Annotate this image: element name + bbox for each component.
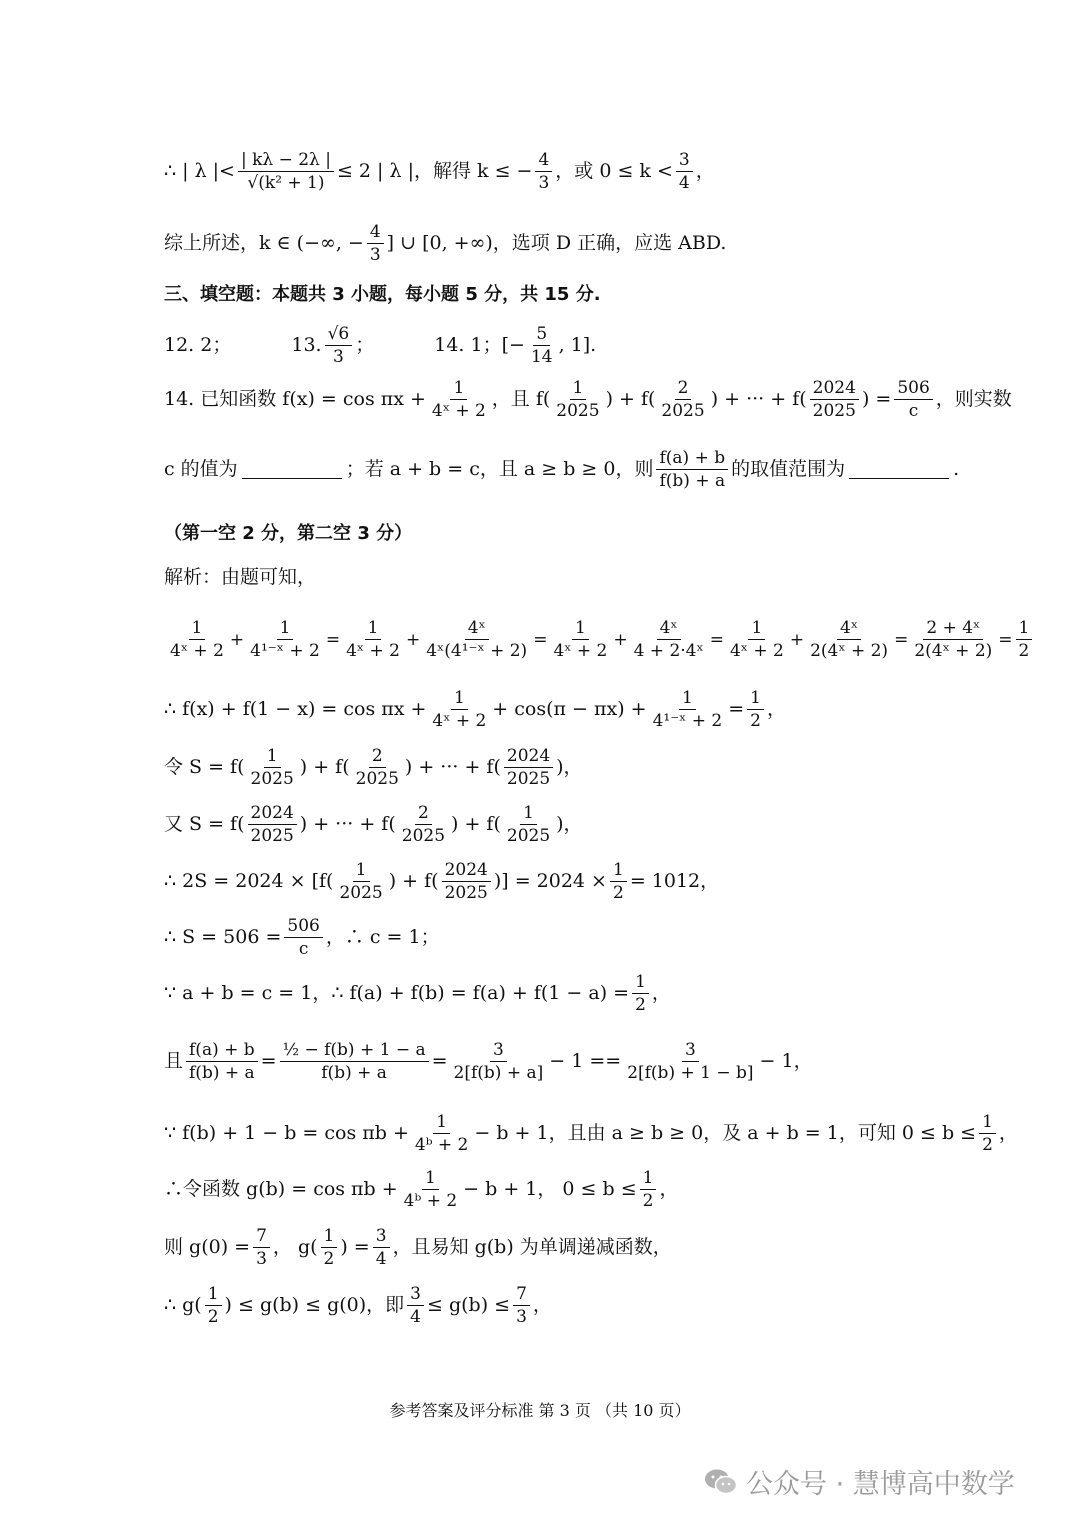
section-heading: 三、填空题：本题共 3 小题，每小题 5 分，共 15 分. [164,284,601,305]
text: ) + ··· + f( [710,388,807,411]
numerator: 1 [277,618,294,640]
fraction [658,378,707,422]
numerator: √6 [325,324,353,346]
numerator: 5 [533,324,550,346]
numerator: 2 [415,803,432,825]
fraction [632,972,649,1016]
fraction [401,1168,460,1212]
text: = [260,1050,277,1073]
numerator: 1 [570,378,587,400]
numerator: 1 [610,860,627,882]
operator: = [533,629,548,650]
text: c 的值为 [164,458,238,481]
denominator: 4ˣ + 2 [170,641,224,662]
fraction [656,448,728,492]
text: − 1 == [549,1050,622,1073]
fraction [248,746,297,790]
fraction [513,1284,530,1328]
fraction [253,1226,270,1270]
operator: = [894,629,909,650]
fraction [504,746,553,790]
text: ，且 f( [491,388,551,411]
text: . [953,458,960,481]
fraction [442,860,491,904]
text: 又 S = f( [164,813,245,836]
numerator: 506 [284,916,322,938]
text: ， g( [272,1236,318,1259]
numerator: 1 [422,1168,439,1190]
equation-6 [164,916,1020,960]
denominator: 2 [750,711,761,732]
denominator: 2[f(b) + 1 − b] [627,1063,754,1084]
fraction [373,1226,390,1270]
text: − b + 1， 0 ≤ b ≤ [463,1178,637,1201]
numerator: 1 [264,746,281,768]
fraction [528,324,556,368]
numerator: 1 [450,378,467,400]
fraction [553,378,602,422]
text: ) ≤ g(b) ≤ g(0)，即 [224,1294,405,1317]
fraction [412,1112,471,1156]
text: ， [695,160,715,183]
denominator: 2 [207,1307,219,1328]
numerator: 3 [490,1040,507,1062]
fraction [535,150,552,194]
denominator: 3 [369,245,381,266]
text: ≤ g(b) ≤ [427,1294,511,1317]
fraction [367,222,384,266]
text: )] = 2024 × [493,870,607,893]
denominator: 2025 [661,401,705,422]
text: = [728,698,745,721]
numerator: 1 [433,1112,450,1134]
fraction [280,1040,429,1084]
fraction [979,1112,996,1156]
numerator: f(a) + b [186,1040,258,1062]
denominator: 4ˣ + 2 [346,641,400,662]
equation-10 [164,1168,1020,1212]
denominator: 4ˣ + 2 [431,401,486,422]
question-14-line2 [164,448,1020,492]
text: , 1]. [558,334,597,357]
answer-14-label: 14. 1；[− [434,334,525,357]
answers-line [164,324,1020,368]
numerator: 4 [367,222,384,244]
text: ，或 0 ≤ k < [555,160,673,183]
numerator: 1 [353,860,370,882]
text: ] ∪ [0, +∞)，选项 D 正确，应选 ABD. [386,232,727,255]
analysis-heading: 解析：由题可知， [164,566,317,588]
denominator: 4 [375,1249,387,1270]
fraction [894,378,932,422]
text: ∴ S = 506 = [164,926,282,949]
fraction [747,688,764,732]
text: ； [355,334,375,357]
denominator: 2025 [355,769,399,790]
denominator: 3 [332,347,344,368]
denominator: 2025 [812,401,856,422]
denominator: 2 [635,995,646,1016]
fraction [407,1284,424,1328]
numerator: 1 [979,1112,996,1134]
fraction [321,1226,338,1270]
fraction [423,618,530,662]
score-note: （第一空 2 分，第二空 3 分） [164,523,413,544]
numerator: 4ˣ [465,618,489,640]
text: ) + ··· + f( [404,756,501,779]
fraction [1016,618,1033,662]
fraction [429,378,489,422]
equation-4 [164,803,1020,847]
watermark [704,1462,1015,1501]
denominator: 2 [642,1191,654,1212]
text: + cos(π − πx) + [492,698,647,721]
wechat-icon [704,1468,738,1496]
denominator: 2(4ˣ + 2) [810,641,889,662]
text: ， [998,1122,1018,1145]
numerator: f(a) + b [656,448,728,470]
answer-blank-2[interactable] [849,460,949,479]
numerator: 7 [253,1226,270,1248]
text: ∴令函数 g(b) = cos πb + [164,1178,398,1201]
numerator: 1 [205,1284,222,1306]
text: 14. 已知函数 f(x) = cos πx + [164,388,426,411]
text: ) = [340,1236,370,1259]
fraction [640,1168,657,1212]
numerator: 3 [407,1284,424,1306]
text: ∴ f(x) + f(1 − x) = cos πx + [164,698,427,721]
numerator: 7 [513,1284,530,1306]
text: 令 S = f( [164,756,245,779]
numerator: 1 [520,803,537,825]
fraction [429,688,489,732]
fraction [810,378,859,422]
denominator: 4ˣ + 2 [729,641,784,662]
numerator: 4ˣ [837,618,861,640]
denominator: c [298,939,309,960]
equation-2 [164,688,1020,732]
text: ∴ 2S = 2024 × [f( [164,870,334,893]
numerator: 3 [373,1226,390,1248]
text: 综上所述，k ∈ (−∞, − [164,232,364,255]
text: ) + f( [605,388,656,411]
numerator: 1 [632,972,649,994]
text: = 1012， [629,870,720,893]
denominator: 2 [612,883,624,904]
question-14-line1 [164,378,1020,422]
fraction [167,618,227,662]
numerator: 2024 [810,378,859,400]
numerator: 2024 [504,746,553,768]
operator: = [998,629,1013,650]
fraction [610,860,627,904]
text: )， [556,813,583,836]
numerator: 3 [682,1040,699,1062]
fraction [186,1040,258,1084]
watermark-text: 公众号 · 慧博高中数学 [746,1469,1015,1500]
text: ，则实数 [935,388,1012,411]
fraction [676,150,693,194]
denominator: 4 [678,173,690,194]
denominator: 2025 [506,769,551,790]
fraction [205,1284,222,1328]
fraction [343,618,403,662]
line-summary [164,222,1020,266]
text: ， [651,982,671,1005]
numerator: ½ − f(b) + 1 − a [280,1040,429,1062]
denominator: 4¹⁻ˣ + 2 [652,711,723,732]
text: ) + ··· + f( [299,813,396,836]
answer-blank-1[interactable] [242,460,342,479]
denominator: 2 [982,1135,993,1156]
denominator: c [908,401,919,422]
operator: + [789,629,805,650]
fraction [451,1040,547,1084]
numerator: 2024 [248,803,297,825]
text: ≤ 2 | λ |，解得 k ≤ − [336,160,533,183]
denominator: 2 [323,1249,335,1270]
numerator: 1 [451,688,468,710]
fraction [247,618,323,662]
equation-3 [164,746,1020,790]
numerator: 1 [321,1226,338,1248]
denominator: 2025 [506,826,551,847]
numerator: | kλ − 2λ | [238,150,334,172]
denominator: 4 + 2·4ˣ [633,641,704,662]
fraction [238,150,334,194]
text: ∵ f(b) + 1 − b = cos πb + [164,1122,409,1145]
numerator: 1 [747,688,764,710]
text: ) = [861,388,892,411]
fraction [631,618,707,662]
equation-12 [164,1284,1020,1328]
fraction [284,916,322,960]
answer-12: 12. 2； [164,334,232,357]
denominator: √(k² + 1) [247,173,325,194]
operator: + [229,629,245,650]
equation-5 [164,860,1020,904]
fraction [624,1040,756,1084]
fraction [399,803,448,847]
denominator: 3 [538,173,550,194]
denominator: 3 [516,1307,527,1328]
text: ， [767,698,787,721]
operator: + [405,629,421,650]
text: )， [556,756,583,779]
line-lambda-inequality [164,150,1020,194]
numerator: 4 [535,150,552,172]
denominator: 2025 [556,401,600,422]
text: 的取值范围为 [731,458,846,481]
denominator: 4ˣ + 2 [553,641,608,662]
text: ， [532,1294,552,1317]
text: ∴ | λ |< [164,160,235,183]
answer-13-label: 13. [291,334,322,357]
numerator: 506 [894,378,932,400]
text: − 1， [759,1050,813,1073]
equation-8 [164,1040,1020,1084]
denominator: 2 [1018,641,1030,662]
numerator: 3 [676,150,693,172]
operator: + [613,629,628,650]
denominator: 2025 [339,883,383,904]
denominator: f(b) + a [321,1063,387,1084]
text: ， [659,1178,679,1201]
text: 则 g(0) = [164,1236,251,1259]
text: ，∴ c = 1； [325,926,440,949]
denominator: 2025 [401,826,446,847]
text: 且 [164,1050,184,1073]
numerator: 2 + 4ˣ [923,618,983,640]
numerator: 1 [1016,618,1033,640]
page-footer: 参考答案及评分标准 第 3 页 （共 10 页） [389,1401,691,1420]
text: ) + f( [451,813,501,836]
text: ，且易知 g(b) 为单调递减函数， [392,1236,672,1259]
fraction [248,803,297,847]
equation-9 [164,1112,1020,1156]
denominator: 2025 [250,769,294,790]
fraction [650,688,726,732]
text: ∴ g( [164,1294,202,1317]
equation-7 [164,972,1020,1016]
text: ；若 a + b = c，且 a ≥ b ≥ 0，则 [345,458,654,481]
fraction [325,324,353,368]
fraction [504,803,553,847]
denominator: 2025 [250,826,294,847]
fraction [727,618,787,662]
numerator: 2 [369,746,386,768]
denominator: 14 [530,347,553,368]
numerator: 1 [640,1168,657,1190]
fraction [336,860,385,904]
text: ) + f( [388,870,439,893]
numerator: 1 [572,618,589,640]
fraction [807,618,891,662]
numerator: 1 [679,688,696,710]
operator: = [709,629,724,650]
numerator: 4ˣ [657,618,681,640]
text: ∵ a + b = c = 1，∴ f(a) + f(b) = f(a) + f(1 − a) = [164,982,630,1005]
denominator: 2[f(b) + a] [453,1063,544,1084]
numerator: 1 [365,618,382,640]
numerator: 1 [748,618,765,640]
equation-chain [164,618,1030,662]
denominator: 4ᵇ + 2 [414,1135,469,1156]
numerator: 1 [189,618,206,640]
equation-11 [164,1226,1020,1270]
fraction [353,746,402,790]
denominator: f(b) + a [189,1063,255,1084]
denominator: f(b) + a [659,471,726,492]
operator: = [325,629,341,650]
denominator: 4 [410,1307,421,1328]
denominator: 4ˣ(4¹⁻ˣ + 2) [426,641,528,662]
denominator: 4ˣ + 2 [432,711,487,732]
fraction [550,618,610,662]
denominator: 3 [256,1249,267,1270]
denominator: 2(4ˣ + 2) [914,641,993,662]
denominator: 4¹⁻ˣ + 2 [250,641,320,662]
denominator: 2025 [444,883,488,904]
numerator: 2 [675,378,692,400]
fraction [911,618,995,662]
text: ) + f( [299,756,350,779]
denominator: 4ᵇ + 2 [403,1191,458,1212]
text: − b + 1，且由 a ≥ b ≥ 0，及 a + b = 1，可知 0 ≤ b ≤ [474,1122,977,1145]
text: = [431,1050,448,1073]
numerator: 2024 [442,860,491,882]
